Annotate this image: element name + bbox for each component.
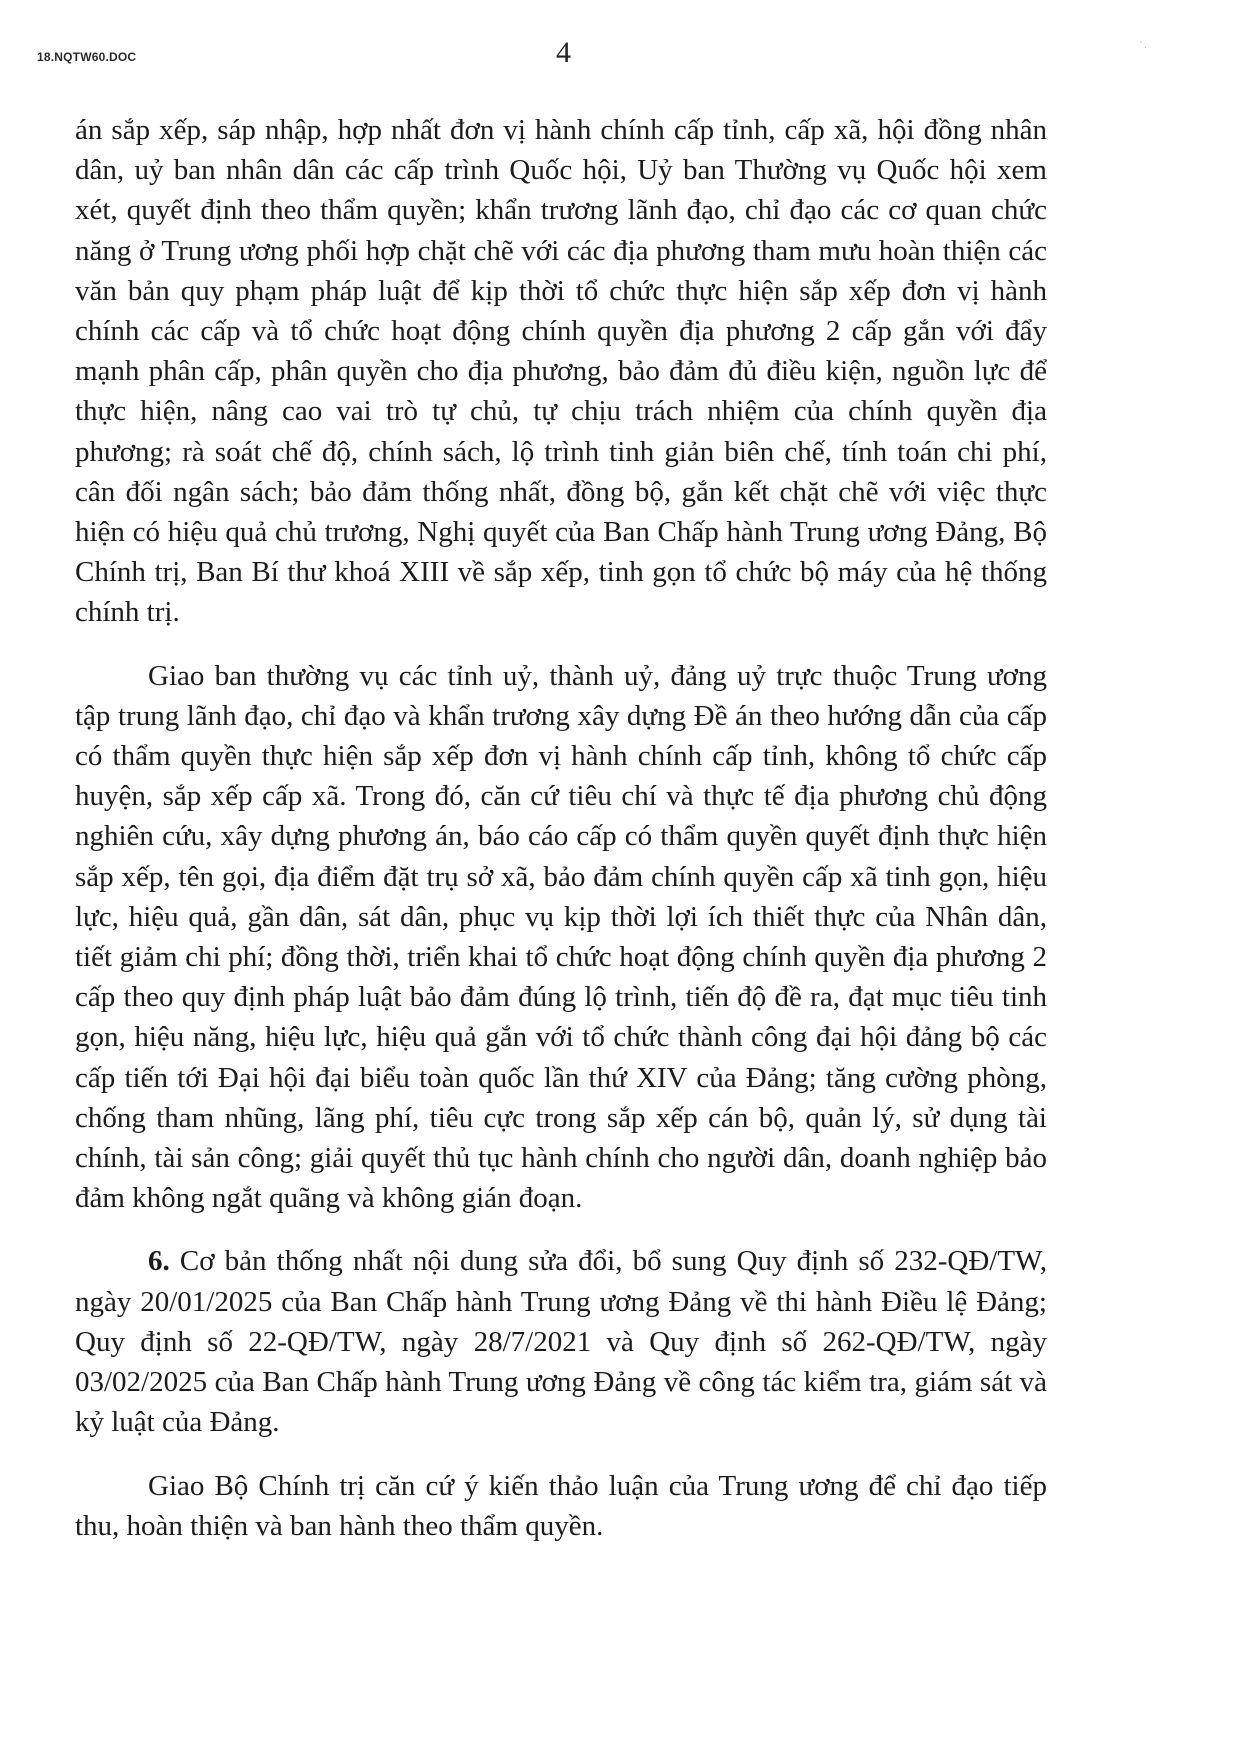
- item-6-text: Cơ bản thống nhất nội dung sửa đổi, bổ sung Quy định số 232-QĐ/TW, ngày 20/01/2025 của Ban Chấp hành Trung ương Đảng về thi hành Điều lệ Đảng; Quy định số 22-QĐ/TW, ngày 28/7/2021 và Quy định số 262-QĐ/TW, ngày 03/02/2025 của Ban Chấp hành Trung ương Đảng về công tác kiểm tra, giám sát và kỷ luật của Đảng.: [75, 1245, 1047, 1439]
- paragraph-giao-bo-chinh-tri: Giao Bộ Chính trị căn cứ ý kiến thảo luận của Trung ương để chỉ đạo tiếp thu, hoàn thiện và ban hành theo thẩm quyền.: [75, 1469, 1047, 1542]
- paragraph-giao-ban-thuong-vu: Giao ban thường vụ các tỉnh uỷ, thành uỷ, đảng uỷ trực thuộc Trung ương tập trung lãnh đạo, chỉ đạo và khẩn trương xây dựng Đề án theo hướng dẫn của cấp có thẩm quyền thực hiện sắp xếp đơn vị hành chính cấp tỉnh, không tổ chức cấp huyện, sắp xếp cấp xã. Trong đó, căn cứ tiêu chí và thực tế địa phương chủ động nghiên cứu, xây dựng phương án, báo cáo cấp có thẩm quyền quyết định thực hiện sắp xếp, tên gọi, địa điểm đặt trụ sở xã, bảo đảm chính quyền cấp xã tinh gọn, hiệu lực, hiệu quả, gần dân, sát dân, phục vụ kịp thời lợi ích thiết thực của Nhân dân, tiết giảm chi phí; đồng thời, triển khai tổ chức hoạt động chính quyền địa phương 2 cấp theo quy định pháp luật bảo đảm đúng lộ trình, tiến độ đề ra, đạt mục tiêu tinh gọn, hiệu năng, hiệu lực, hiệu quả gắn với tổ chức thành công đại hội đảng bộ các cấp tiến tới Đại hội đại biểu toàn quốc lần thứ XIV của Đảng; tăng cường phòng, chống tham nhũng, lãng phí, tiêu cực trong sắp xếp cán bộ, quản lý, sử dụng tài chính, tài sản công; giải quyết thủ tục hành chính cho người dân, doanh nghiệp bảo đảm không ngắt quãng và không gián đoạn.: [75, 659, 1047, 1215]
- page-number: 4: [556, 36, 571, 69]
- file-name-label: 18.NQTW60.DOC: [37, 50, 137, 64]
- paragraph-continuation: án sắp xếp, sáp nhập, hợp nhất đơn vị hành chính cấp tỉnh, cấp xã, hội đồng nhân dân, uỷ ban nhân dân các cấp trình Quốc hội, Uỷ ban Thường vụ Quốc hội xem xét, quyết định theo thẩm quyền; khẩn trương lãnh đạo, chỉ đạo các cơ quan chức năng ở Trung ương phối hợp chặt chẽ với các địa phương tham mưu hoàn thiện các văn bản quy phạm pháp luật để kịp thời tổ chức thực hiện sắp xếp đơn vị hành chính các cấp và tổ chức hoạt động chính quyền địa phương 2 cấp gắn với đẩy mạnh phân cấp, phân quyền cho địa phương, bảo đảm đủ điều kiện, nguồn lực để thực hiện, nâng cao vai trò tự chủ, tự chịu trách nhiệm của chính quyền địa phương; rà soát chế độ, chính sách, lộ trình tinh giản biên chế, tính toán chi phí, cân đối ngân sách; bảo đảm thống nhất, đồng bộ, gắn kết chặt chẽ với việc thực hiện có hiệu quả chủ trương, Nghị quyết của Ban Chấp hành Trung ương Đảng, Bộ Chính trị, Ban Bí thư khoá XIII về sắp xếp, tinh gọn tổ chức bộ máy của hệ thống chính trị.: [75, 114, 1047, 629]
- paragraph-item-6: [75, 1241, 1047, 1442]
- item-number: 6.: [148, 1245, 170, 1278]
- document-body: [75, 110, 1047, 1546]
- scan-corner-mark: ' .: [1140, 40, 1147, 51]
